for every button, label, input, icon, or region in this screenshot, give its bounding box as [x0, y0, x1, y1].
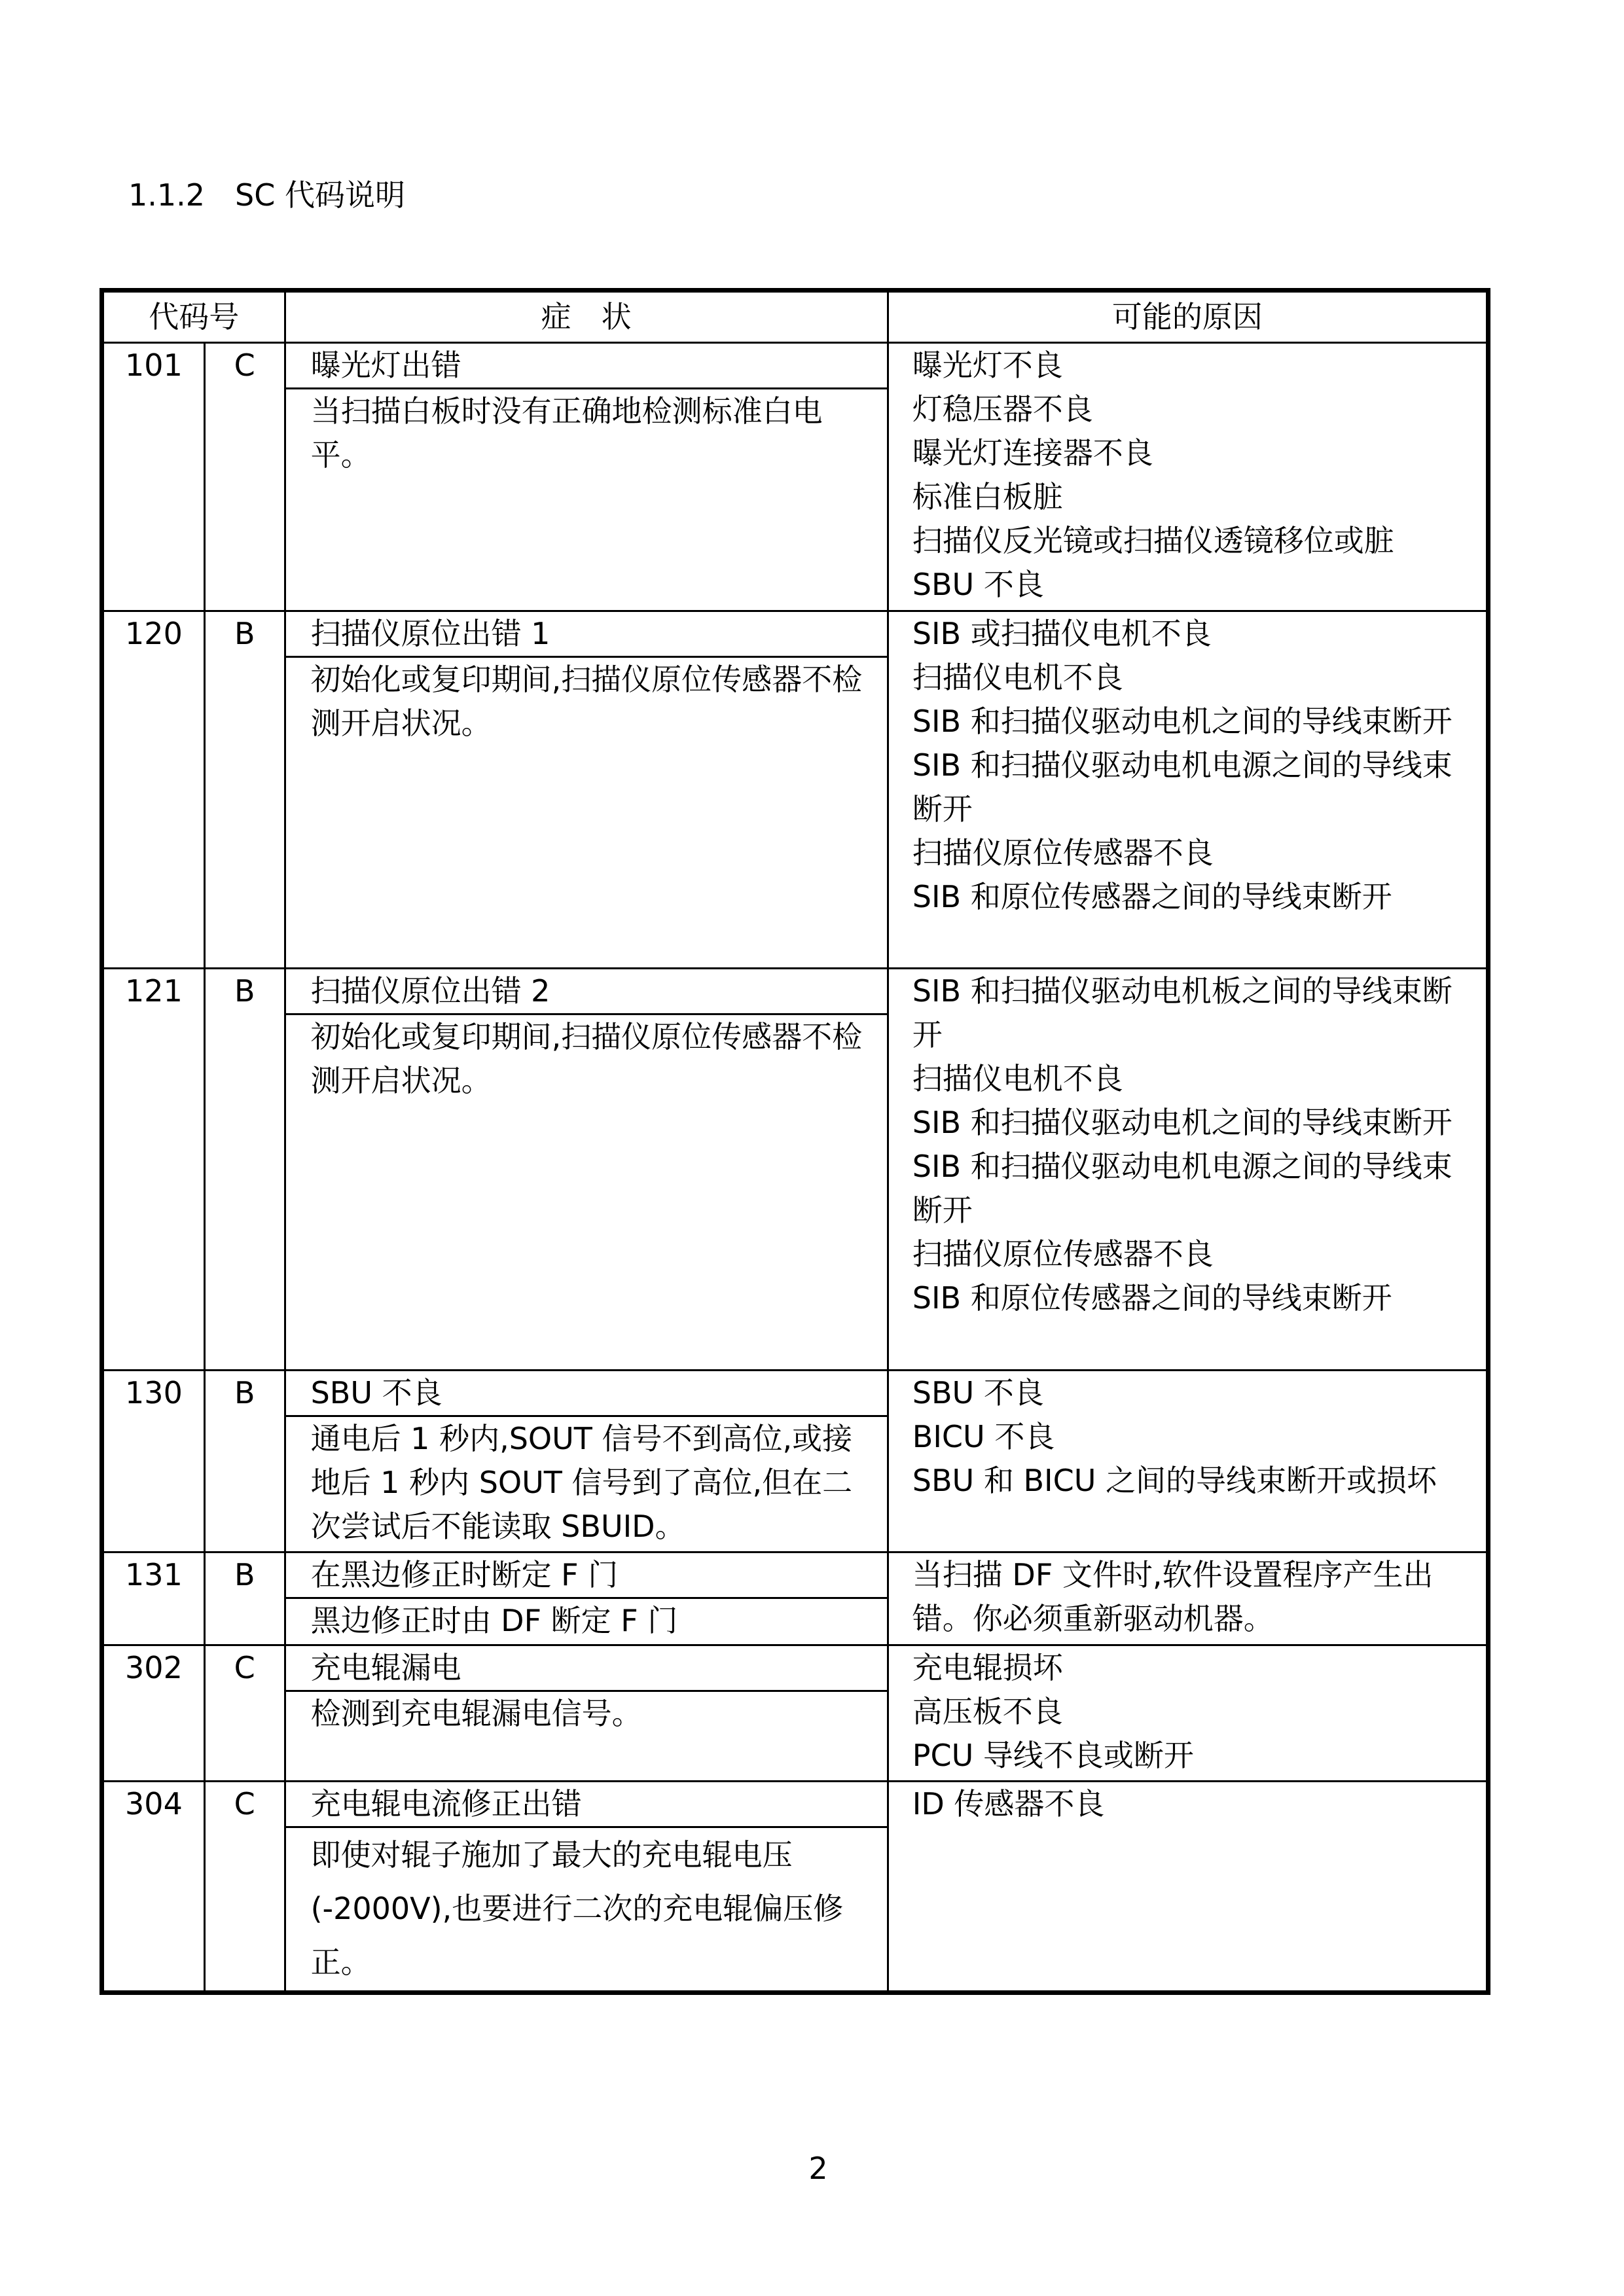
- sc-code-table: [99, 288, 1490, 1995]
- table-header-row: [102, 291, 1489, 343]
- cause-item: 充电辊损坏: [912, 1650, 1063, 1686]
- symptom-title: 扫描仪原位出错 1: [286, 612, 887, 658]
- symptom-detail: 初始化或复印期间,扫描仪原位传感器不检测开启状况。: [310, 1018, 863, 1098]
- sc-code: 131: [102, 1552, 205, 1645]
- symptom-detail: 黑边修正时由 DF 断定 F 门: [310, 1602, 678, 1638]
- symptom-title: 在黑边修正时断定 F 门: [286, 1553, 887, 1599]
- symptom-cell: [285, 1781, 888, 1992]
- cause-item: SIB 和原位传感器之间的导线束断开: [912, 879, 1392, 915]
- table-row: [102, 968, 1489, 1370]
- sc-rank: B: [204, 1370, 285, 1552]
- cause-cell: [888, 1781, 1488, 1992]
- sc-rank: C: [204, 1645, 285, 1781]
- header-code: 代码号: [102, 291, 285, 343]
- symptom-title: 充电辊电流修正出错: [286, 1782, 887, 1828]
- cause-cell: [888, 1552, 1488, 1645]
- header-cause: 可能的原因: [888, 291, 1488, 343]
- cause-item: 标准白板脏: [912, 478, 1063, 514]
- page-number: 2: [808, 2151, 828, 2186]
- symptom-title: SBU 不良: [286, 1371, 887, 1417]
- sc-code: 101: [102, 342, 205, 611]
- cause-item: 高压板不良: [912, 1694, 1063, 1730]
- cause-item: SIB 和扫描仪驱动电机之间的导线束断开: [912, 1104, 1453, 1140]
- cause-cell: [888, 611, 1488, 969]
- symptom-title: 曝光灯出错: [286, 344, 887, 389]
- cause-cell: [888, 342, 1488, 611]
- symptom-cell: [285, 1552, 888, 1645]
- table-row: [102, 1370, 1489, 1552]
- symptom-detail: 初始化或复印期间,扫描仪原位传感器不检测开启状况。: [310, 662, 863, 742]
- cause-item: 曝光灯不良: [912, 347, 1063, 383]
- symptom-title: 充电辊漏电: [286, 1646, 887, 1692]
- cause-item: 扫描仪反光镜或扫描仪透镜移位或脏: [912, 522, 1394, 558]
- sc-code: 120: [102, 611, 205, 969]
- cause-item: SIB 和扫描仪驱动电机电源之间的导线束断开: [912, 747, 1453, 827]
- cause-item: BICU 不良: [912, 1418, 1055, 1454]
- cause-item: 扫描仪原位传感器不良: [912, 1236, 1214, 1272]
- header-symptom: 症 状: [285, 291, 888, 343]
- symptom-detail: 当扫描白板时没有正确地检测标准白电平。: [310, 393, 823, 473]
- cause-item: SIB 和扫描仪驱动电机板之间的导线束断开: [912, 973, 1453, 1052]
- cause-item: SBU 不良: [912, 1374, 1044, 1410]
- symptom-cell: [285, 342, 888, 611]
- cause-cell: [888, 1370, 1488, 1552]
- symptom-cell: [285, 1370, 888, 1552]
- sc-rank: B: [204, 1552, 285, 1645]
- table-row: [102, 1781, 1489, 1992]
- section-title: 1.1.2 SC 代码说明: [128, 177, 405, 213]
- sc-code: 130: [102, 1370, 205, 1552]
- cause-item: SBU 不良: [912, 566, 1044, 602]
- sc-rank: C: [204, 342, 285, 611]
- cause-item: PCU 导线不良或断开: [912, 1738, 1194, 1774]
- symptom-cell: [285, 611, 888, 969]
- cause-item: SIB 和原位传感器之间的导线束断开: [912, 1280, 1392, 1316]
- cause-item: SIB 和扫描仪驱动电机之间的导线束断开: [912, 704, 1453, 740]
- cause-item: SBU 和 BICU 之间的导线束断开或损坏: [912, 1462, 1437, 1498]
- sc-rank: B: [204, 968, 285, 1370]
- cause-item: 曝光灯连接器不良: [912, 435, 1153, 471]
- table-row: [102, 1645, 1489, 1781]
- cause-item: 扫描仪电机不良: [912, 660, 1123, 696]
- cause-item: 灯稳压器不良: [912, 391, 1093, 427]
- sc-rank: C: [204, 1781, 285, 1992]
- symptom-detail: 通电后 1 秒内,SOUT 信号不到高位,或接地后 1 秒内 SOUT 信号到了高位,但在二次尝试后不能读取 SBUID。: [310, 1420, 853, 1544]
- table-row: [102, 342, 1489, 611]
- cause-item: ID 传感器不良: [912, 1785, 1105, 1821]
- table-row: [102, 1552, 1489, 1645]
- sc-code: 302: [102, 1645, 205, 1781]
- symptom-cell: [285, 1645, 888, 1781]
- symptom-detail: 即使对辊子施加了最大的充电辊电压(-2000V),也要进行二次的充电辊偏压修正。: [310, 1837, 844, 1980]
- cause-cell: [888, 1645, 1488, 1781]
- sc-rank: B: [204, 611, 285, 969]
- cause-item: SIB 和扫描仪驱动电机电源之间的导线束断开: [912, 1148, 1453, 1228]
- symptom-title: 扫描仪原位出错 2: [286, 969, 887, 1015]
- sc-code: 121: [102, 968, 205, 1370]
- table-row: [102, 611, 1489, 969]
- cause-item: 扫描仪原位传感器不良: [912, 835, 1214, 871]
- symptom-cell: [285, 968, 888, 1370]
- cause-item: SIB 或扫描仪电机不良: [912, 616, 1212, 652]
- cause-item: 扫描仪电机不良: [912, 1060, 1123, 1096]
- sc-code: 304: [102, 1781, 205, 1992]
- cause-cell: [888, 968, 1488, 1370]
- symptom-detail: 检测到充电辊漏电信号。: [310, 1696, 642, 1732]
- cause-item: 当扫描 DF 文件时,软件设置程序产生出错。你必须重新驱动机器。: [912, 1556, 1434, 1636]
